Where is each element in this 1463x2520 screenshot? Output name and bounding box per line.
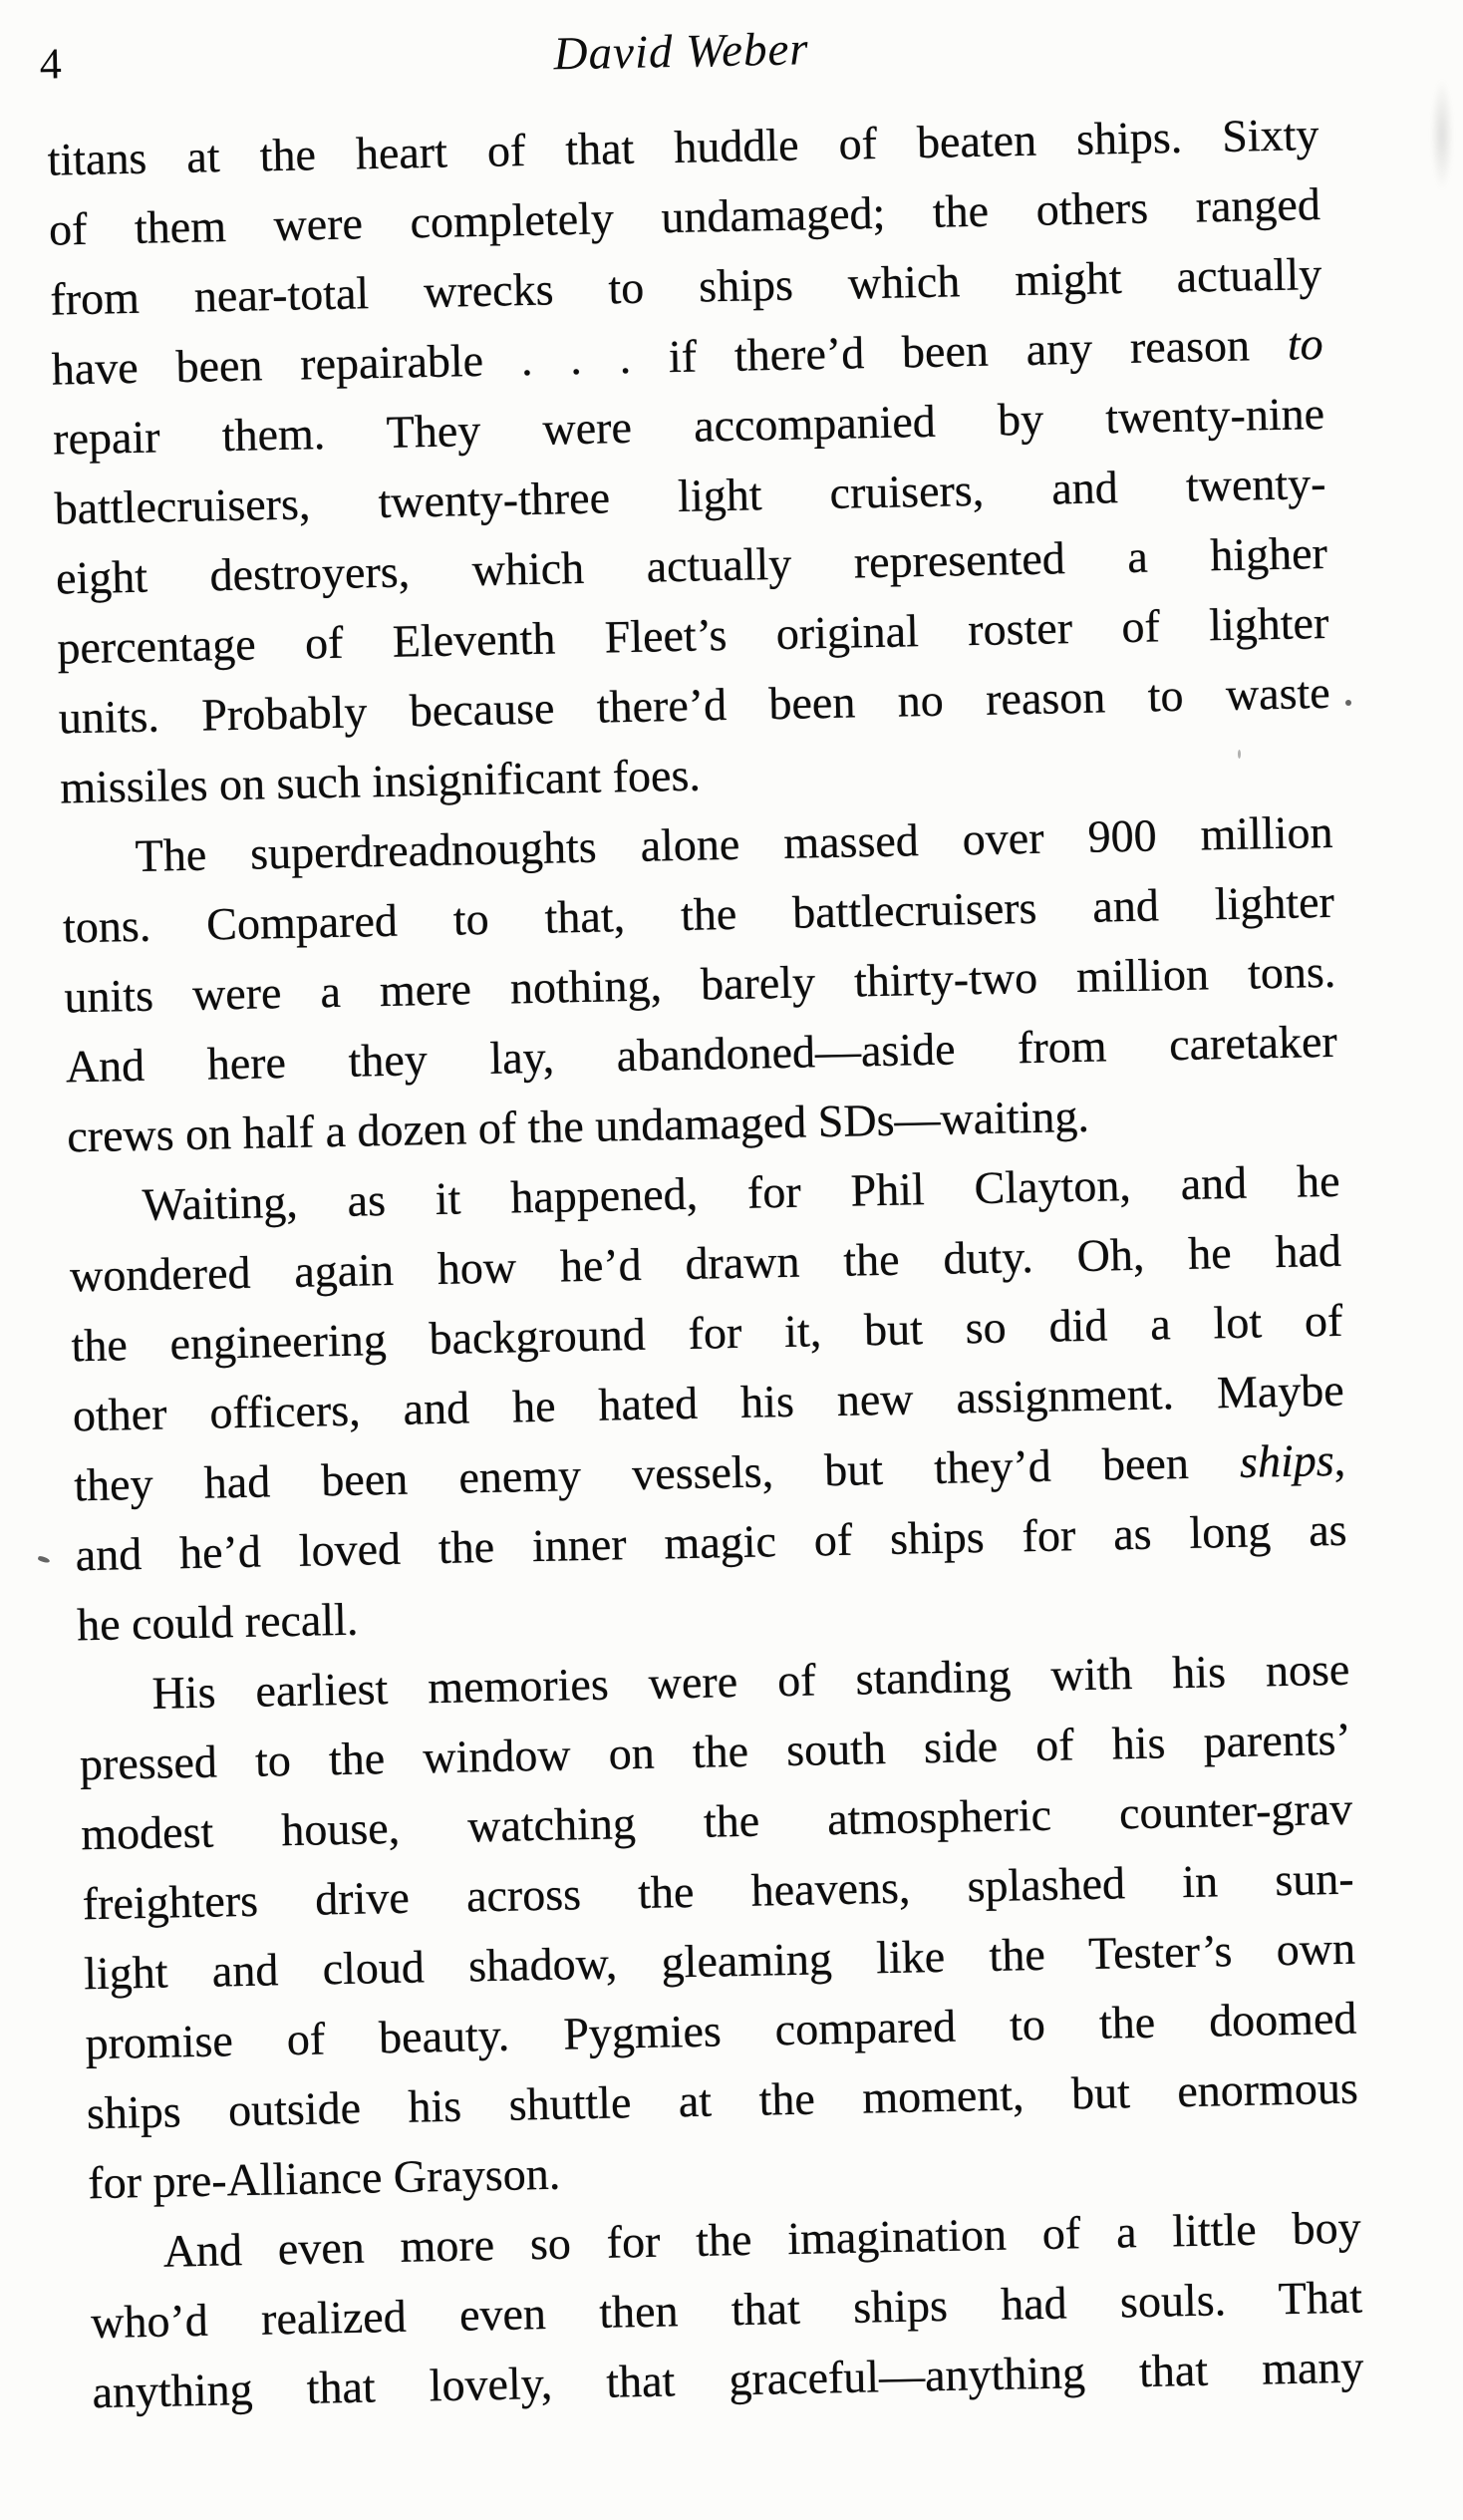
running-header-title: David Weber — [553, 23, 810, 81]
text-segment: pressed to the window on the south side of his parents’ — [79, 1713, 1352, 1790]
paragraph — [78, 1635, 1360, 2218]
paragraph — [47, 100, 1332, 822]
italic-text: to — [1287, 317, 1324, 370]
text-segment: other officers, and he hated his new assignment. Maybe — [72, 1364, 1345, 1441]
text-segment: missiles on such insignificant foes. — [59, 749, 702, 813]
text-segment: of them were completely undamaged; the others ranged — [48, 177, 1321, 255]
text-segment: and he’d loved the inner magic of ships for as long as — [75, 1503, 1347, 1581]
text-segment: ships outside his shuttle at the moment, but enormous — [86, 2061, 1359, 2139]
italic-text: ships — [1239, 1433, 1335, 1487]
paragraph — [61, 797, 1339, 1172]
page-number: 4 — [39, 39, 64, 89]
text-segment: And even more so for the imagination of a little boy — [162, 2201, 1362, 2277]
text-segment: modest house, watching the atmospheric counter-grav — [80, 1782, 1353, 1860]
text-segment: And here they lay, abandoned—aside from caretaker — [65, 1015, 1338, 1093]
text-segment: units were a mere nothing, barely thirty-two million tons. — [63, 945, 1336, 1023]
text-segment: light and cloud shadow, gleaming like the Tester’s own — [83, 1922, 1356, 2000]
text-segment: anything that lovely, that graceful—anything that many — [92, 2341, 1364, 2418]
text-segment: Waiting, as it happened, for Phil Clayton, and he — [142, 1154, 1340, 1230]
text-segment: units. Probably because there’d been no reason to waste — [58, 666, 1331, 744]
text-segment: crews on half a dozen of the undamaged SDs—waiting. — [66, 1090, 1090, 1162]
text-segment: from near-total wrecks to ships which might actually — [49, 247, 1322, 325]
paragraph — [89, 2193, 1364, 2428]
text-segment: freighters drive across the heavens, splashed in sun- — [82, 1852, 1355, 1930]
text-segment: His earliest memories were of standing with his nose — [151, 1643, 1350, 1719]
text-segment: percentage of Eleventh Fleet’s original roster of lighter — [56, 596, 1329, 674]
text-segment: wondered again how he’d drawn the duty. Oh, he had — [69, 1224, 1342, 1302]
text-segment: repair them. They were accompanied by twenty-nine — [52, 387, 1325, 465]
running-header — [39, 4, 1317, 100]
text-segment: the engineering background for it, but so did a lot of — [71, 1294, 1343, 1372]
text-segment: titans at the heart of that huddle of beaten ships. Sixty — [47, 109, 1319, 185]
text-segment: eight destroyers, which actually represented a higher — [55, 526, 1328, 604]
body-text — [47, 100, 1364, 2427]
text-segment: they had been enemy vessels, but they’d been — [73, 1435, 1241, 1511]
paragraph — [68, 1146, 1349, 1661]
text-segment: promise of beauty. Pygmies compared to the doomed — [85, 1992, 1357, 2069]
text-segment: , — [1333, 1433, 1346, 1485]
text-segment: have been repairable . . . if there’d been any reason — [51, 318, 1289, 395]
text-segment: he could recall. — [76, 1593, 359, 1651]
text-segment: battlecruisers, twenty-three light cruisers, and twenty- — [54, 457, 1326, 534]
text-segment: who’d realized even then that ships had souls. That — [90, 2271, 1363, 2349]
text-segment: for pre-Alliance Grayson. — [87, 2147, 561, 2209]
text-segment: tons. Compared to that, the battlecruisers and lighter — [62, 875, 1335, 953]
text-segment: The superdreadnoughts alone massed over 900 million — [135, 805, 1333, 881]
